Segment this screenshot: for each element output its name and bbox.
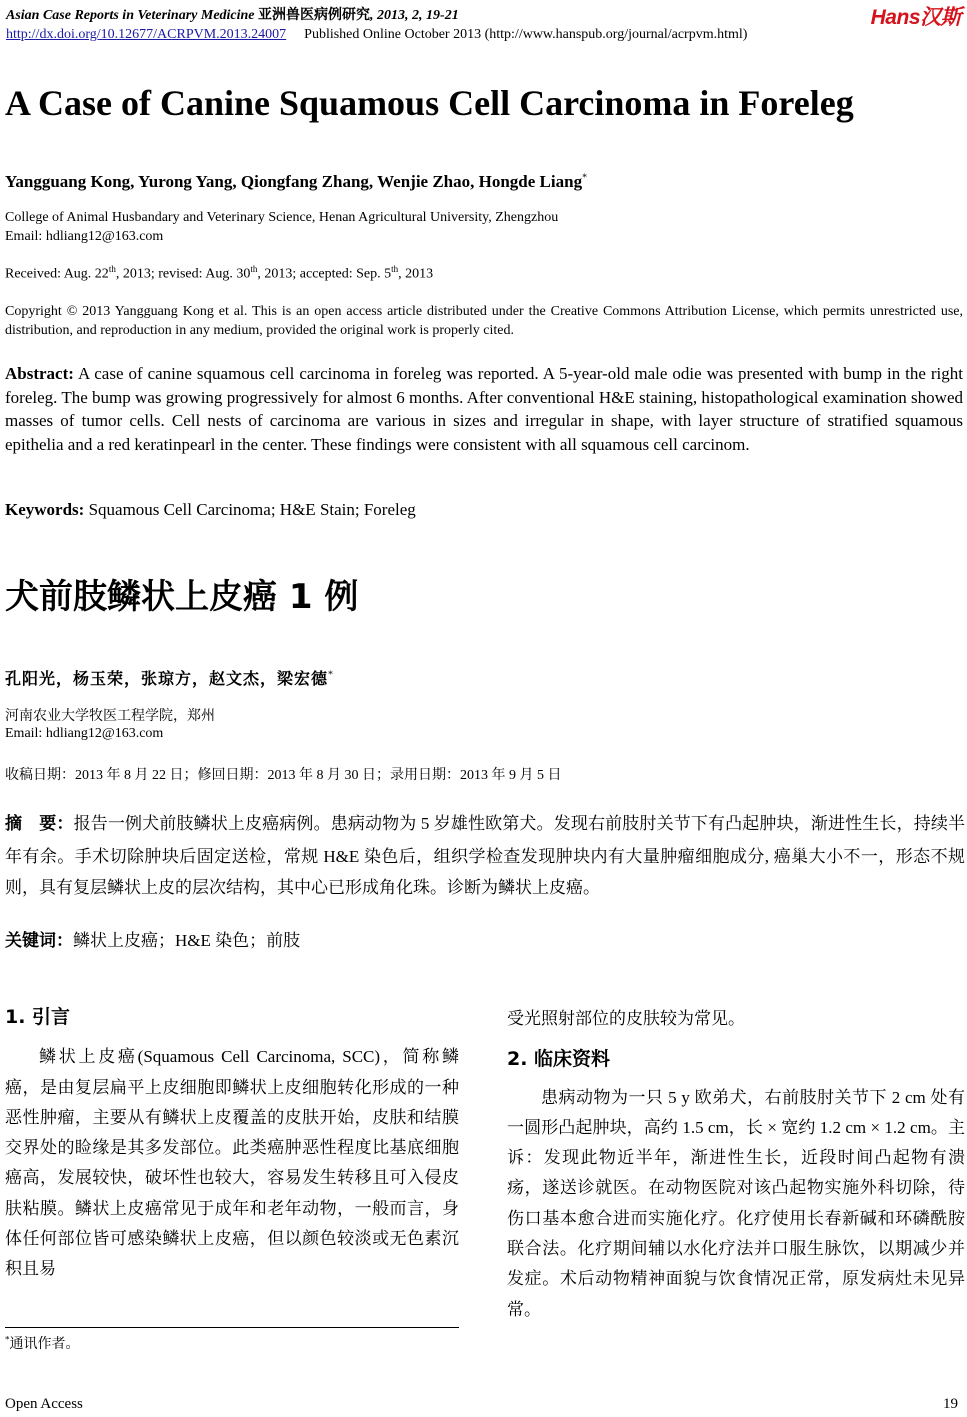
- corresponding-mark: *: [582, 172, 588, 184]
- journal-name-cn: 亚洲兽医病例研究: [258, 8, 371, 23]
- ordinal-suffix: th: [250, 264, 258, 274]
- english-keywords: [5, 500, 416, 520]
- footnote: [5, 1333, 80, 1353]
- page-number: 19: [943, 1396, 958, 1412]
- cn-abstract-label: 摘 要：: [5, 814, 74, 834]
- published-online: Published Online October 2013 (http://www.hanspub.org/journal/acrpvm.html): [304, 27, 748, 42]
- chinese-abstract: [5, 808, 965, 904]
- english-email: Email: hdliang12@163.com: [5, 229, 164, 244]
- year-text: , 2013: [398, 266, 434, 282]
- english-authors: [5, 172, 587, 192]
- revised-text: , 2013; revised: Aug. 30: [115, 266, 251, 282]
- journal-citation: , 2013, 2, 19-21: [370, 8, 459, 23]
- journal-header: [6, 4, 459, 24]
- abstract-text: A case of canine squamous cell carcinoma in foreleg was reported. A 5-year-old male odie was presented with bump in the right foreleg. The bump was growing progressively for almost 6 months. After conventional H&E staining, histopathological examination showed masses of tumor cells. Cell nests of carcinoma are various in sizes and irregular in shape, with layer structure of stratified squamous epithelia and a red keratinpearl in the center. These findings were consistent with all squamous cell carcinom.: [5, 364, 964, 454]
- footnote-divider: [5, 1327, 459, 1328]
- section-2-text: 患病动物为一只 5 y 欧弟犬，右前肢肘关节下 2 cm 处有一圆形凸起肿块，高约 1.5 cm，长 × 宽约 1.2 cm × 1.2 cm。主诉：发现此物近半年，渐进性生长，近段时间凸起物有溃疡，遂送诊就医。在动物医院对该凸起物实施外科切除，待伤口基本愈合进而实施化疗。化疗使用长春新碱和环磷酰胺联合法。化疗期间辅以水化疗法并口服生脉饮，以期减少并发症。术后动物精神面貌与饮食情况正常，原发病灶未见异常。: [507, 1087, 965, 1319]
- author-list: Yangguang Kong, Yurong Yang, Qiongfang Zhang, Wenjie Zhao, Hongde Liang: [5, 172, 583, 191]
- hans-logo: Hans汉斯: [870, 6, 961, 29]
- accepted-text: , 2013; accepted: Sep. 5: [257, 266, 392, 282]
- chinese-authors: [5, 666, 334, 689]
- received-text: Received: Aug. 22: [5, 266, 109, 282]
- received-dates: [5, 264, 433, 283]
- section-1-heading: 1. 引言: [5, 1006, 71, 1028]
- cn-author-list: 孔阳光，杨玉荣，张琼方，赵文杰，梁宏德: [5, 671, 329, 688]
- footer-open-access: Open Access: [5, 1396, 83, 1412]
- cn-corresponding-mark: *: [328, 669, 335, 681]
- chinese-title: 犬前肢鳞状上皮癌 1 例: [5, 577, 359, 617]
- keywords-label: Keywords:: [5, 500, 85, 519]
- keywords-text: Squamous Cell Carcinoma; H&E Stain; Foreleg: [88, 500, 416, 519]
- chinese-keywords: [5, 926, 300, 951]
- english-abstract: [5, 362, 963, 456]
- journal-name: Asian Case Reports in Veterinary Medicine: [6, 8, 255, 23]
- abstract-label: Abstract:: [5, 364, 74, 383]
- left-column: [5, 1002, 459, 1285]
- doi-link[interactable]: http://dx.doi.org/10.12677/ACRPVM.2013.24007: [6, 27, 287, 42]
- section-1-text: 鳞状上皮癌(Squamous Cell Carcinoma, SCC)，简称鳞癌，是由复层扁平上皮细胞即鳞状上皮细胞转化形成的一种恶性肿瘤，主要从有鳞状上皮覆盖的皮肤开始，皮肤和结膜交界处的睑缘是其多发部位。此类癌肿恶性程度比基底细胞癌高，发展较快，破坏性也较大，容易发生转移且可入侵皮肤粘膜。鳞状上皮癌常见于成年和老年动物，一般而言，身体任何部位皆可感染鳞状上皮癌，但以颜色较淡或无色素沉积且易: [5, 1047, 459, 1279]
- section-1-continuation: 受光照射部位的皮肤较为常见。: [507, 1009, 745, 1028]
- ordinal-suffix: th: [108, 264, 116, 274]
- english-title: A Case of Canine Squamous Cell Carcinoma in Foreleg: [5, 83, 854, 123]
- ordinal-suffix: th: [391, 264, 399, 274]
- header-links: [6, 27, 747, 43]
- cn-keywords-text: 鳞状上皮癌；H&E 染色；前肢: [73, 931, 301, 950]
- cn-abstract-text: 报告一例犬前肢鳞状上皮癌病例。患病动物为 5 岁雄性欧第犬。发现右前肢肘关节下有凸起肿块，渐进性生长，持续半年有余。手术切除肿块后固定送检，常规 H&E 染色后，组织学检查发现肿块内有大量肿瘤细胞成分, 癌巢大小不一，形态不规则，具有复层鳞状上皮的层次结构，其中心已形成角化珠。诊断为鳞状上皮癌。: [5, 814, 966, 897]
- footnote-text: 通讯作者。: [9, 1337, 80, 1352]
- chinese-affiliation: 河南农业大学牧医工程学院，郑州: [5, 709, 215, 724]
- english-affiliation: College of Animal Husbandary and Veterinary Science, Henan Agricultural University, Zhengzhou: [5, 210, 559, 225]
- copyright-notice: Copyright © 2013 Yangguang Kong et al. This is an open access article distributed under the Creative Commons Attribution License, which permits unrestricted use, distribution, and reproduction in any medium, provided the original work is properly cited.: [5, 304, 963, 338]
- section-2-heading: 2. 临床资料: [507, 1048, 611, 1071]
- cn-keywords-label: 关键词：: [5, 931, 73, 951]
- right-column: [507, 1004, 965, 1325]
- chinese-received-dates: 收稿日期：2013 年 8 月 22 日；修回日期：2013 年 8 月 30 日；录用日期：2013 年 9 月 5 日: [5, 768, 562, 783]
- chinese-email: Email: hdliang12@163.com: [5, 726, 164, 741]
- footnote-mark: *: [5, 1334, 10, 1345]
